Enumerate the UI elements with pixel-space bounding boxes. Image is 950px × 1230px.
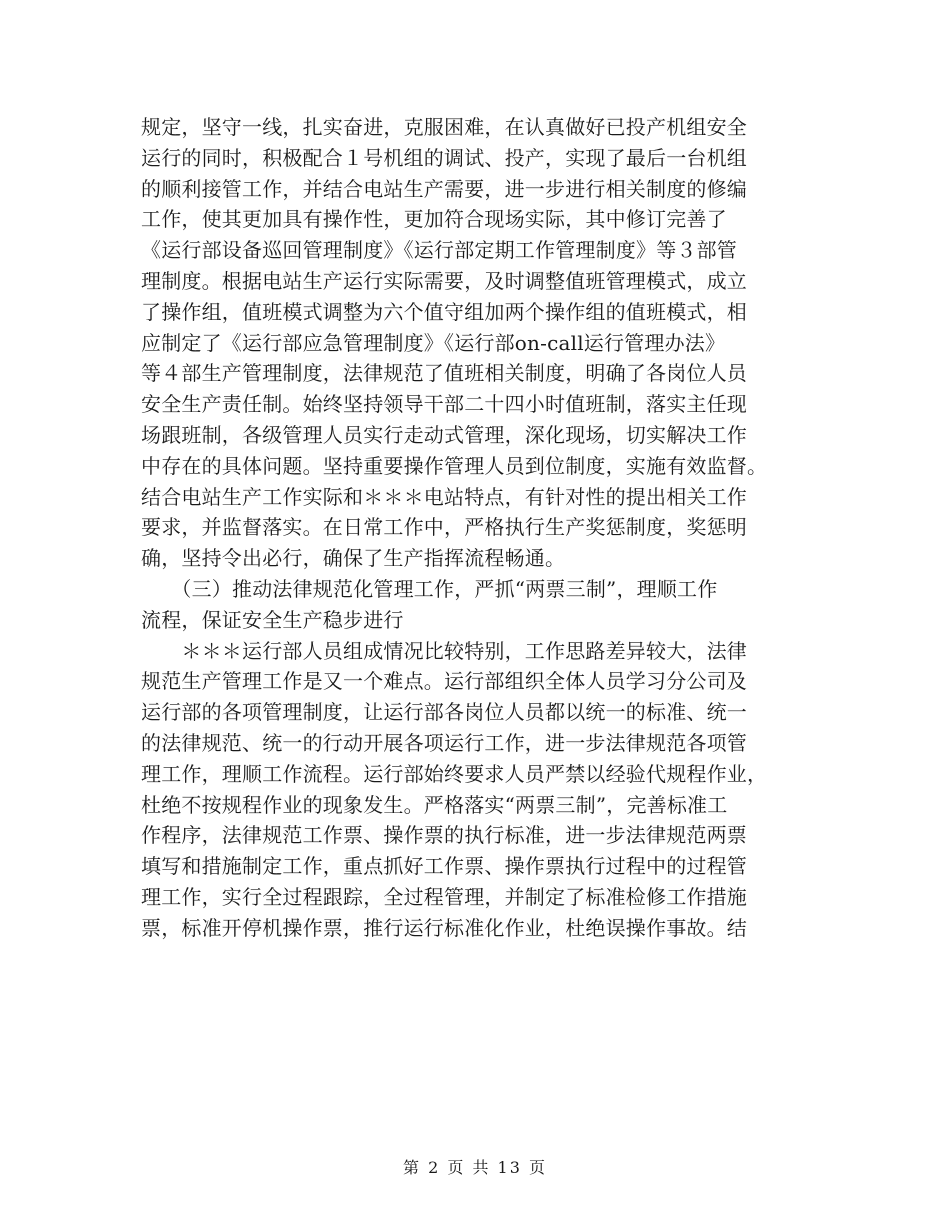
text-line: 理工作，实行全过程跟踪，全过程管理，并制定了标准检修工作措施 [141,884,747,909]
text-line: 的顺利接管工作，并结合电站生产需要，进一步进行相关制度的修编 [141,176,747,201]
page-number-footer: 第 2 页 共 13 页 [403,1158,547,1177]
text-line: 工作，使其更加具有操作性，更加符合现场实际，其中修订完善了 [141,207,727,232]
text-line: 规范生产管理工作是又一个难点。运行部组织全体人员学习分公司及 [141,669,747,694]
text-line: 票，标准开停机操作票，推行运行标准化作业，杜绝误操作事故。结 [141,915,747,940]
section-heading-line: 流程，保证安全生产稳步进行 [141,607,404,632]
text-line: 理工作，理顺工作流程。运行部始终要求人员严禁以经验代规程作业， [141,761,768,786]
text-line: 安全生产责任制。始终坚持领导干部二十四小时值班制，落实主任现 [141,392,747,417]
text-line: 理制度。根据电站生产运行实际需要，及时调整值班管理模式，成立 [141,268,747,293]
section-heading-line: （三）推动法律规范化管理工作，严抓“两票三制”，理顺工作 [141,576,718,601]
text-line: 中存在的具体问题。坚持重要操作管理人员到位制度，实施有效监督。 [141,453,768,478]
text-line: 《运行部设备巡回管理制度》《运行部定期工作管理制度》等３部管 [141,238,737,263]
document-body [141,112,821,944]
text-line: 运行的同时，积极配合１号机组的调试、投产，实现了最后一台机组 [141,145,747,170]
text-line: 填写和措施制定工作，重点抓好工作票、操作票执行过程中的过程管 [141,854,747,879]
text-line: 运行部的各项管理制度，让运行部各岗位人员都以统一的标准、统一 [141,700,747,725]
text-line: 确，坚持令出必行，确保了生产指挥流程畅通。 [141,546,566,571]
text-line: 规定，坚守一线，扎实奋进，克服困难，在认真做好已投产机组安全 [141,115,747,139]
text-line: 的法律规范、统一的行动开展各项运行工作，进一步法律规范各项管 [141,730,747,755]
text-line: ＊＊＊运行部人员组成情况比较特别，工作思路差异较大，法律 [141,638,747,663]
text-line: 要求，并监督落实。在日常工作中，严格执行生产奖惩制度，奖惩明 [141,515,747,540]
text-line: 杜绝不按规程作业的现象发生。严格落实“两票三制”，完善标准工 [141,792,728,817]
text-line: 应制定了《运行部应急管理制度》《运行部on-call运行管理办法》 [141,330,726,355]
text-line: 场跟班制，各级管理人员实行走动式管理，深化现场，切实解决工作 [141,422,747,447]
text-line: 作程序，法律规范工作票、操作票的执行标准，进一步法律规范两票 [141,823,747,848]
text-line: 了操作组，值班模式调整为六个值守组加两个操作组的值班模式，相 [141,299,747,324]
text-line: 结合电站生产工作实际和＊＊＊电站特点，有针对性的提出相关工作 [141,484,747,509]
text-line: 等４部生产管理制度，法律规范了值班相关制度，明确了各岗位人员 [141,361,747,386]
